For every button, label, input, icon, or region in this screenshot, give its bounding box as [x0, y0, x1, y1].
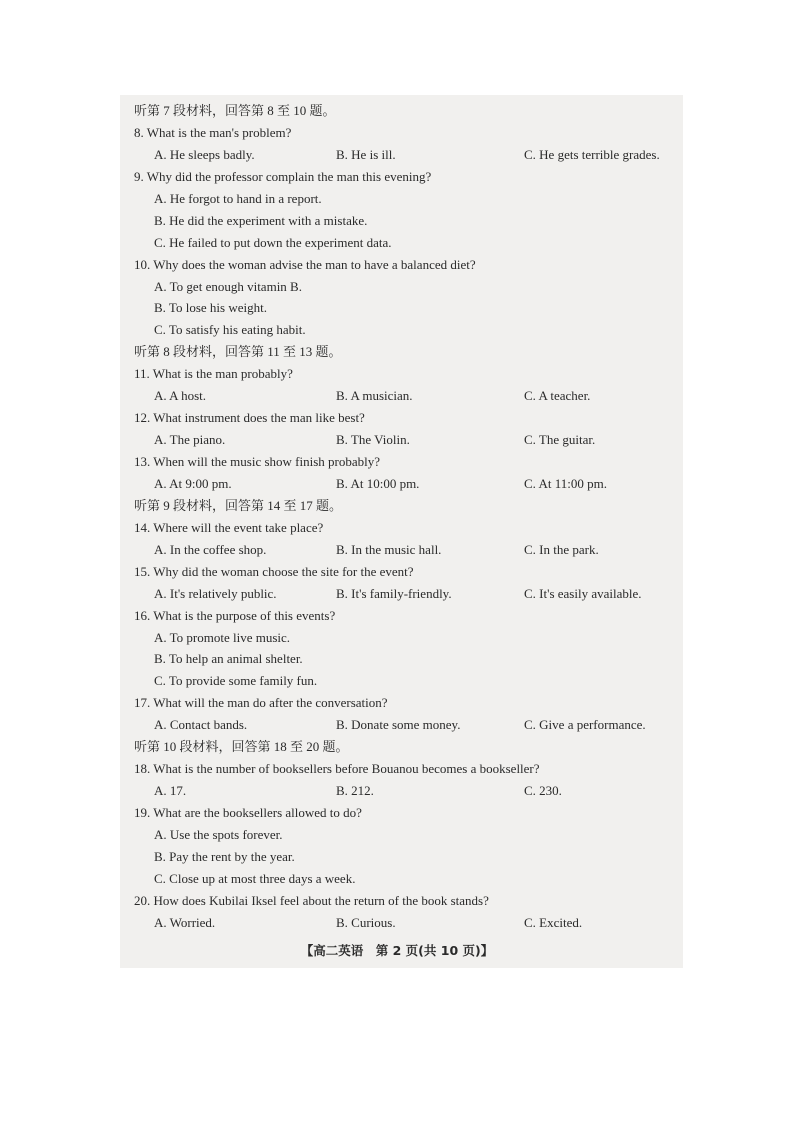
- question-stem: [134, 363, 694, 385]
- answer-option[interactable]: A. To promote live music.: [154, 629, 291, 645]
- answer-option[interactable]: A. At 9:00 pm.: [154, 475, 232, 491]
- section-heading: 听第 7 段材料，回答第 8 至 10 题。: [134, 103, 336, 118]
- answer-option[interactable]: B. Donate some money.: [336, 717, 461, 733]
- answer-option[interactable]: C. The guitar.: [524, 432, 596, 448]
- option-row: [134, 714, 694, 736]
- question-number: 19.: [134, 805, 151, 820]
- answer-option[interactable]: B. It's family-friendly.: [336, 585, 452, 601]
- question-text: What is the purpose of this events?: [153, 607, 336, 623]
- question-stem: [134, 254, 694, 276]
- question-number: 14.: [134, 519, 151, 535]
- option-row: [134, 583, 694, 605]
- answer-option[interactable]: C. 230.: [524, 783, 562, 799]
- answer-option[interactable]: C. At 11:00 pm.: [524, 475, 607, 491]
- option-row: [134, 473, 694, 495]
- answer-option[interactable]: A. In the coffee shop.: [154, 541, 267, 557]
- question-text: When will the music show finish probably?: [153, 454, 381, 469]
- section-heading: 听第 8 段材料，回答第 11 至 13 题。: [134, 344, 342, 360]
- question-text: Why does the woman advise the man to have a balanced diet?: [153, 256, 476, 272]
- answer-option[interactable]: B. At 10:00 pm.: [336, 475, 420, 491]
- answer-option[interactable]: C. Close up at most three days a week.: [154, 870, 356, 886]
- answer-option[interactable]: C. To provide some family fun.: [154, 673, 318, 689]
- option-row: [134, 144, 694, 166]
- question-number: 20.: [134, 892, 151, 908]
- answer-option[interactable]: C. He gets terrible grades.: [524, 146, 660, 162]
- section-heading: 听第 10 段材料，回答第 18 至 20 题。: [134, 739, 349, 755]
- answer-option[interactable]: A. He forgot to hand in a report.: [154, 190, 322, 206]
- answer-option[interactable]: B. Pay the rent by the year.: [154, 848, 295, 864]
- answer-option[interactable]: C. Excited.: [524, 914, 583, 930]
- answer-option[interactable]: C. In the park.: [524, 541, 599, 557]
- question-text: What is the number of booksellers before Bouanou becomes a bookseller?: [153, 761, 540, 777]
- question-stem: [134, 605, 694, 627]
- question-number: 15.: [134, 563, 151, 579]
- answer-option[interactable]: B. To help an animal shelter.: [154, 651, 303, 667]
- question-number: 10.: [134, 256, 151, 272]
- answer-option[interactable]: B. He is ill.: [336, 146, 396, 162]
- question-number: 17.: [134, 695, 151, 711]
- answer-option[interactable]: B. 212.: [336, 783, 374, 799]
- question-list: [134, 100, 694, 934]
- answer-option[interactable]: A. Use the spots forever.: [154, 826, 283, 842]
- option-row: [134, 429, 694, 451]
- question-stem: [134, 407, 694, 429]
- answer-option[interactable]: C. He failed to put down the experiment data.: [154, 234, 392, 250]
- question-number: 13.: [134, 454, 151, 469]
- question-text: Why did the professor complain the man this evening?: [146, 168, 432, 184]
- question-text: Where will the event take place?: [153, 519, 324, 535]
- question-stem: [134, 692, 694, 714]
- question-stem: [134, 166, 694, 188]
- question-stem: [134, 802, 694, 824]
- question-text: What are the booksellers allowed to do?: [153, 805, 362, 820]
- answer-option[interactable]: B. He did the experiment with a mistake.: [154, 212, 368, 228]
- question-number: 18.: [134, 761, 151, 777]
- question-text: What will the man do after the conversation?: [153, 695, 388, 711]
- answer-option[interactable]: C. To satisfy his eating habit.: [154, 322, 306, 338]
- question-number: 12.: [134, 410, 151, 426]
- option-row: [134, 912, 694, 934]
- answer-option[interactable]: A. The piano.: [154, 432, 226, 448]
- answer-option[interactable]: C. A teacher.: [524, 388, 591, 404]
- question-text: What is the man probably?: [152, 366, 293, 382]
- option-row: [134, 385, 694, 407]
- question-number: 9.: [134, 168, 144, 184]
- answer-option[interactable]: B. Curious.: [336, 914, 396, 930]
- answer-option[interactable]: C. It's easily available.: [524, 585, 642, 601]
- answer-option[interactable]: B. In the music hall.: [336, 541, 442, 557]
- answer-option[interactable]: A. Contact bands.: [154, 717, 248, 733]
- answer-option[interactable]: A. It's relatively public.: [154, 585, 277, 601]
- question-number: 8.: [134, 124, 144, 140]
- question-number: 11.: [134, 366, 150, 382]
- answer-option[interactable]: A. He sleeps badly.: [154, 146, 255, 162]
- section-heading: 听第 9 段材料，回答第 14 至 17 题。: [134, 497, 343, 513]
- question-stem: [134, 517, 694, 539]
- answer-option[interactable]: A. To get enough vitamin B.: [154, 278, 302, 294]
- question-text: How does Kubilai Iksel feel about the return of the book stands?: [153, 892, 489, 908]
- question-stem: [134, 890, 694, 912]
- answer-option[interactable]: B. To lose his weight.: [154, 300, 267, 316]
- page-footer: 【高二英语 第 2 页(共 10 页)】: [300, 943, 494, 958]
- question-stem: [134, 758, 694, 780]
- question-number: 16.: [134, 607, 151, 623]
- question-stem: [134, 561, 694, 583]
- question-stem: [134, 451, 694, 473]
- answer-option[interactable]: A. Worried.: [154, 914, 216, 930]
- option-row: [134, 539, 694, 561]
- question-text: What is the man's problem?: [146, 124, 292, 140]
- answer-option[interactable]: C. Give a performance.: [524, 717, 646, 733]
- answer-option[interactable]: A. A host.: [154, 388, 207, 404]
- option-row: [134, 780, 694, 802]
- question-stem: [134, 122, 694, 144]
- question-text: What instrument does the man like best?: [153, 410, 365, 426]
- answer-option[interactable]: B. The Violin.: [336, 432, 410, 448]
- answer-option[interactable]: A. 17.: [154, 783, 187, 799]
- question-text: Why did the woman choose the site for the event?: [153, 563, 414, 579]
- answer-option[interactable]: B. A musician.: [336, 388, 413, 404]
